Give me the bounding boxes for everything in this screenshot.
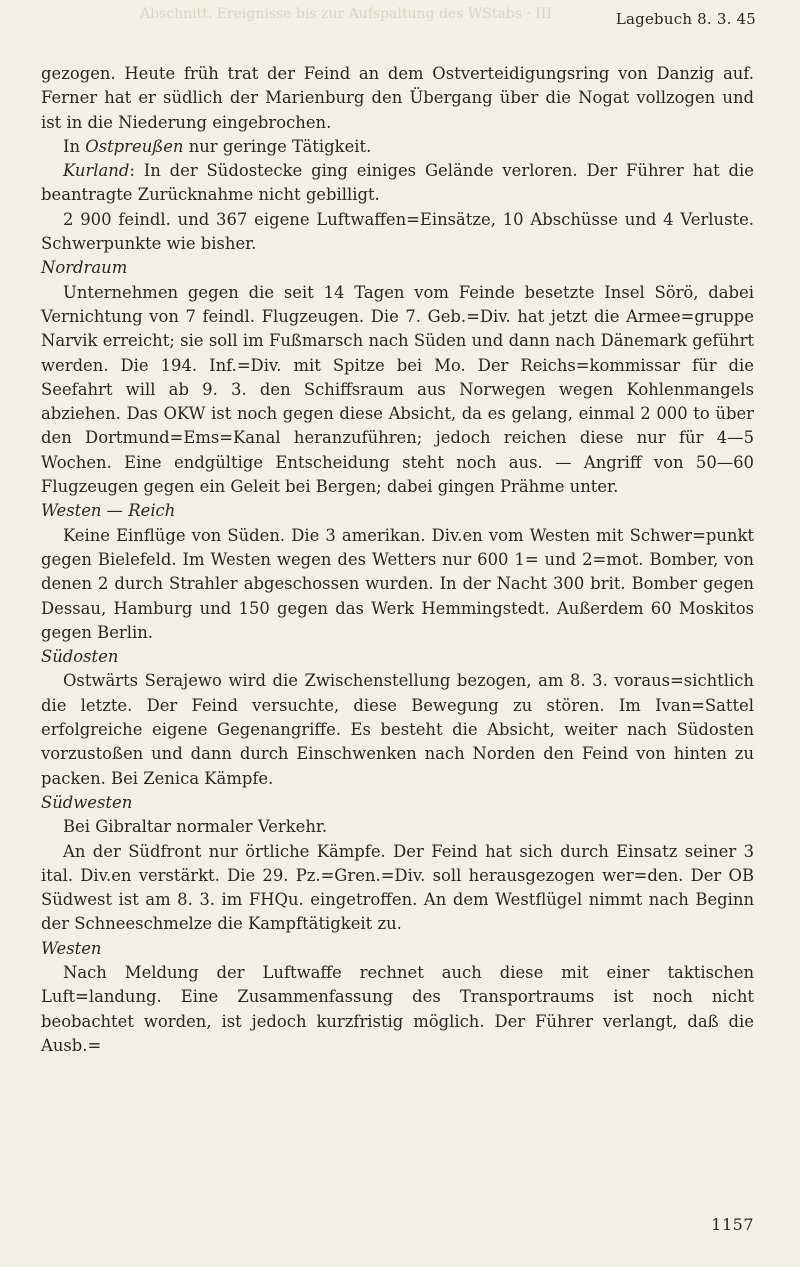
region-label: Kurland	[63, 161, 130, 181]
page-body	[41, 62, 754, 1058]
bleed-through-text: Abschnitt. Ereignisse bis zur Aufspaltung des WStabs · III	[140, 6, 552, 22]
section-heading-westen: Westen	[41, 938, 102, 958]
paragraph: Keine Einflüge von Süden. Die 3 amerikan. Div.en vom Westen mit Schwer=punkt gegen Bielefeld. Im Westen wegen des Wetters nur 600 1= und 2=mot. Bomber, von denen 2 durch Strahler abgeschossen wurden. In der Nacht 300 brit. Bomber gegen Dessau, Hamburg und 150 gegen das Werk Hemmingstedt. Außerdem 60 Moskitos gegen Berlin.	[41, 525, 754, 642]
paragraph: An der Südfront nur örtliche Kämpfe. Der Feind hat sich durch Einsatz seiner 3 ital. Div.en verstärkt. Die 29. Pz.=Gren.=Div. soll herausgezogen wer=den. Der OB Südwest ist am 8. 3. im FHQu. eingetroffen. An dem Westflügel nimmt nach Beginn der Schneeschmelze die Kampftätigkeit zu.	[41, 841, 754, 934]
paragraph-kurland	[41, 159, 754, 208]
paragraph: Ostwärts Serajewo wird die Zwischenstellung bezogen, am 8. 3. voraus=sichtlich die letzte. Der Feind versuchte, diese Bewegung zu stören. Im Ivan=Sattel erfolgreiche eigene Gegenangriffe. Es besteht die Absicht, weiter nach Südosten vorzustoßen und dann durch Einschwenken nach Norden den Feind von hinten zu packen. Bei Zenica Kämpfe.	[41, 671, 754, 788]
paragraph-ostpreussen	[41, 135, 754, 159]
paragraph: Unternehmen gegen die seit 14 Tagen vom Feinde besetzte Insel Sörö, dabei Vernichtung von 7 feindl. Flugzeugen. Die 7. Geb.=Div. hat jetzt die Armee=gruppe Narvik erreicht; sie soll im Fußmarsch nach Süden und dann nach Dänemark geführt werden. Die 194. Inf.=Div. mit Spitze bei Mo. Der Reichs=kommissar für die Seefahrt will ab 9. 3. den Schiffsraum aus Norwegen wegen Kohlenmangels abziehen. Das OKW ist noch gegen diese Absicht, da es gelang, einmal 2 000 to über den Dortmund=Ems=Kanal heranzuführen; jedoch reichen diese nur für 4—5 Wochen. Eine endgültige Entscheidung steht noch aus. — Angriff von 50—60 Flugzeugen gegen ein Geleit bei Bergen; dabei gingen Prähme unter.	[41, 282, 754, 497]
section-heading-suedwesten: Südwesten	[41, 792, 133, 812]
region-label: Ostpreußen	[85, 136, 184, 156]
section-heading-westen-reich: Westen — Reich	[41, 501, 176, 521]
paragraph: Nach Meldung der Luftwaffe rechnet auch diese mit einer taktischen Luft=landung. Eine Zusammenfassung des Transportraums ist noch nicht beobachtet worden, ist jedoch kurzfristig möglich. Der Führer verlangt, daß die Ausb.=	[41, 962, 754, 1055]
section-heading-suedosten: Südosten	[41, 647, 119, 667]
paragraph: Bei Gibraltar normaler Verkehr.	[63, 817, 328, 837]
text-run: nur geringe Tätigkeit.	[183, 136, 372, 156]
running-head: Lagebuch 8. 3. 45	[615, 10, 756, 28]
text-run: In	[63, 136, 86, 156]
text-run: : In der Südostecke ging einiges Gelände verloren. Der Führer hat die beantragte Zurücknahme nicht gebilligt.	[41, 161, 754, 205]
paragraph: 2 900 feindl. und 367 eigene Luftwaffen=Einsätze, 10 Abschüsse und 4 Verluste. Schwerpunkte wie bisher.	[41, 209, 754, 254]
paragraph: gezogen. Heute früh trat der Feind an dem Ostverteidigungsring von Danzig auf. Ferner hat er südlich der Marienburg den Übergang über die Nogat vollzogen und ist in die Niederung eingebrochen.	[41, 64, 754, 132]
page-number: 1157	[711, 1215, 754, 1234]
section-heading-nordraum: Nordraum	[41, 258, 128, 278]
